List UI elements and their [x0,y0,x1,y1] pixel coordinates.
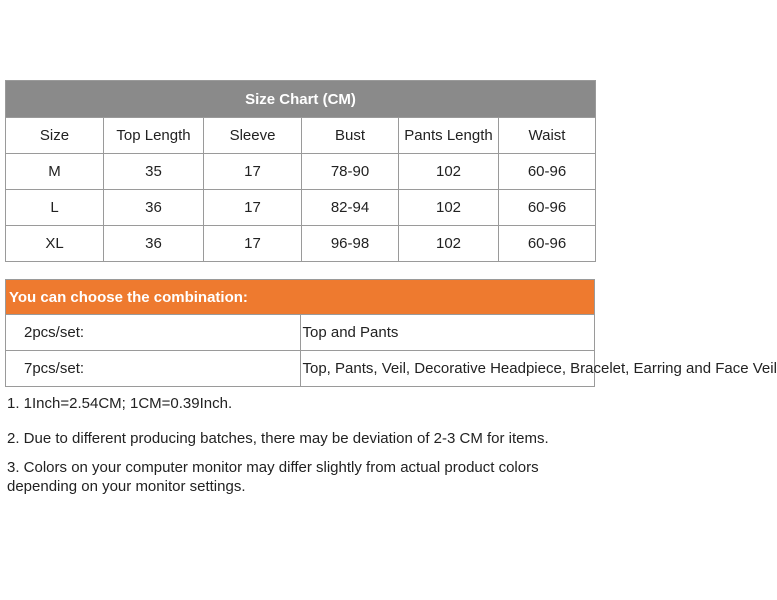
combination-row [6,315,595,351]
header-sleeve: Sleeve [204,118,302,154]
cell-size: M [6,154,104,190]
combination-row [6,351,595,387]
set-label: 7pcs/set: [6,351,301,387]
cell-waist: 60-96 [499,154,596,190]
set-label: 2pcs/set: [6,315,301,351]
size-chart-header-row [6,118,596,154]
note-color-disclaimer: 3. Colors on your computer monitor may differ slightly from actual product colors depending on your monitor settings. [7,459,539,495]
table-row [6,154,596,190]
cell-top-length: 35 [104,154,204,190]
cell-sleeve: 17 [204,226,302,262]
cell-top-length: 36 [104,190,204,226]
cell-bust: 78-90 [302,154,399,190]
combination-title: You can choose the combination: [6,280,595,315]
header-top-length: Top Length [104,118,204,154]
set-items: Top and Pants [300,315,595,351]
table-row [6,190,596,226]
combination-table [5,279,777,387]
cell-pants-length: 102 [399,190,499,226]
size-chart-title-row [6,81,596,118]
cell-bust: 82-94 [302,190,399,226]
note-conversion: 1. 1Inch=2.54CM; 1CM=0.39Inch. [7,395,233,412]
note-deviation: 2. Due to different producing batches, there may be deviation of 2-3 CM for items. [7,430,549,447]
cell-pants-length: 102 [399,226,499,262]
cell-top-length: 36 [104,226,204,262]
combination-title-row [6,280,595,315]
cell-sleeve: 17 [204,154,302,190]
cell-size: XL [6,226,104,262]
size-chart-table [5,80,596,262]
cell-waist: 60-96 [499,190,596,226]
cell-size: L [6,190,104,226]
set-items: Top, Pants, Veil, Decorative Headpiece, Bracelet, Earring and Face Veil [300,351,595,387]
size-chart-title: Size Chart (CM) [6,81,596,118]
cell-bust: 96-98 [302,226,399,262]
header-waist: Waist [499,118,596,154]
header-pants-length: Pants Length [399,118,499,154]
cell-waist: 60-96 [499,226,596,262]
cell-sleeve: 17 [204,190,302,226]
header-bust: Bust [302,118,399,154]
table-row [6,226,596,262]
header-size: Size [6,118,104,154]
cell-pants-length: 102 [399,154,499,190]
